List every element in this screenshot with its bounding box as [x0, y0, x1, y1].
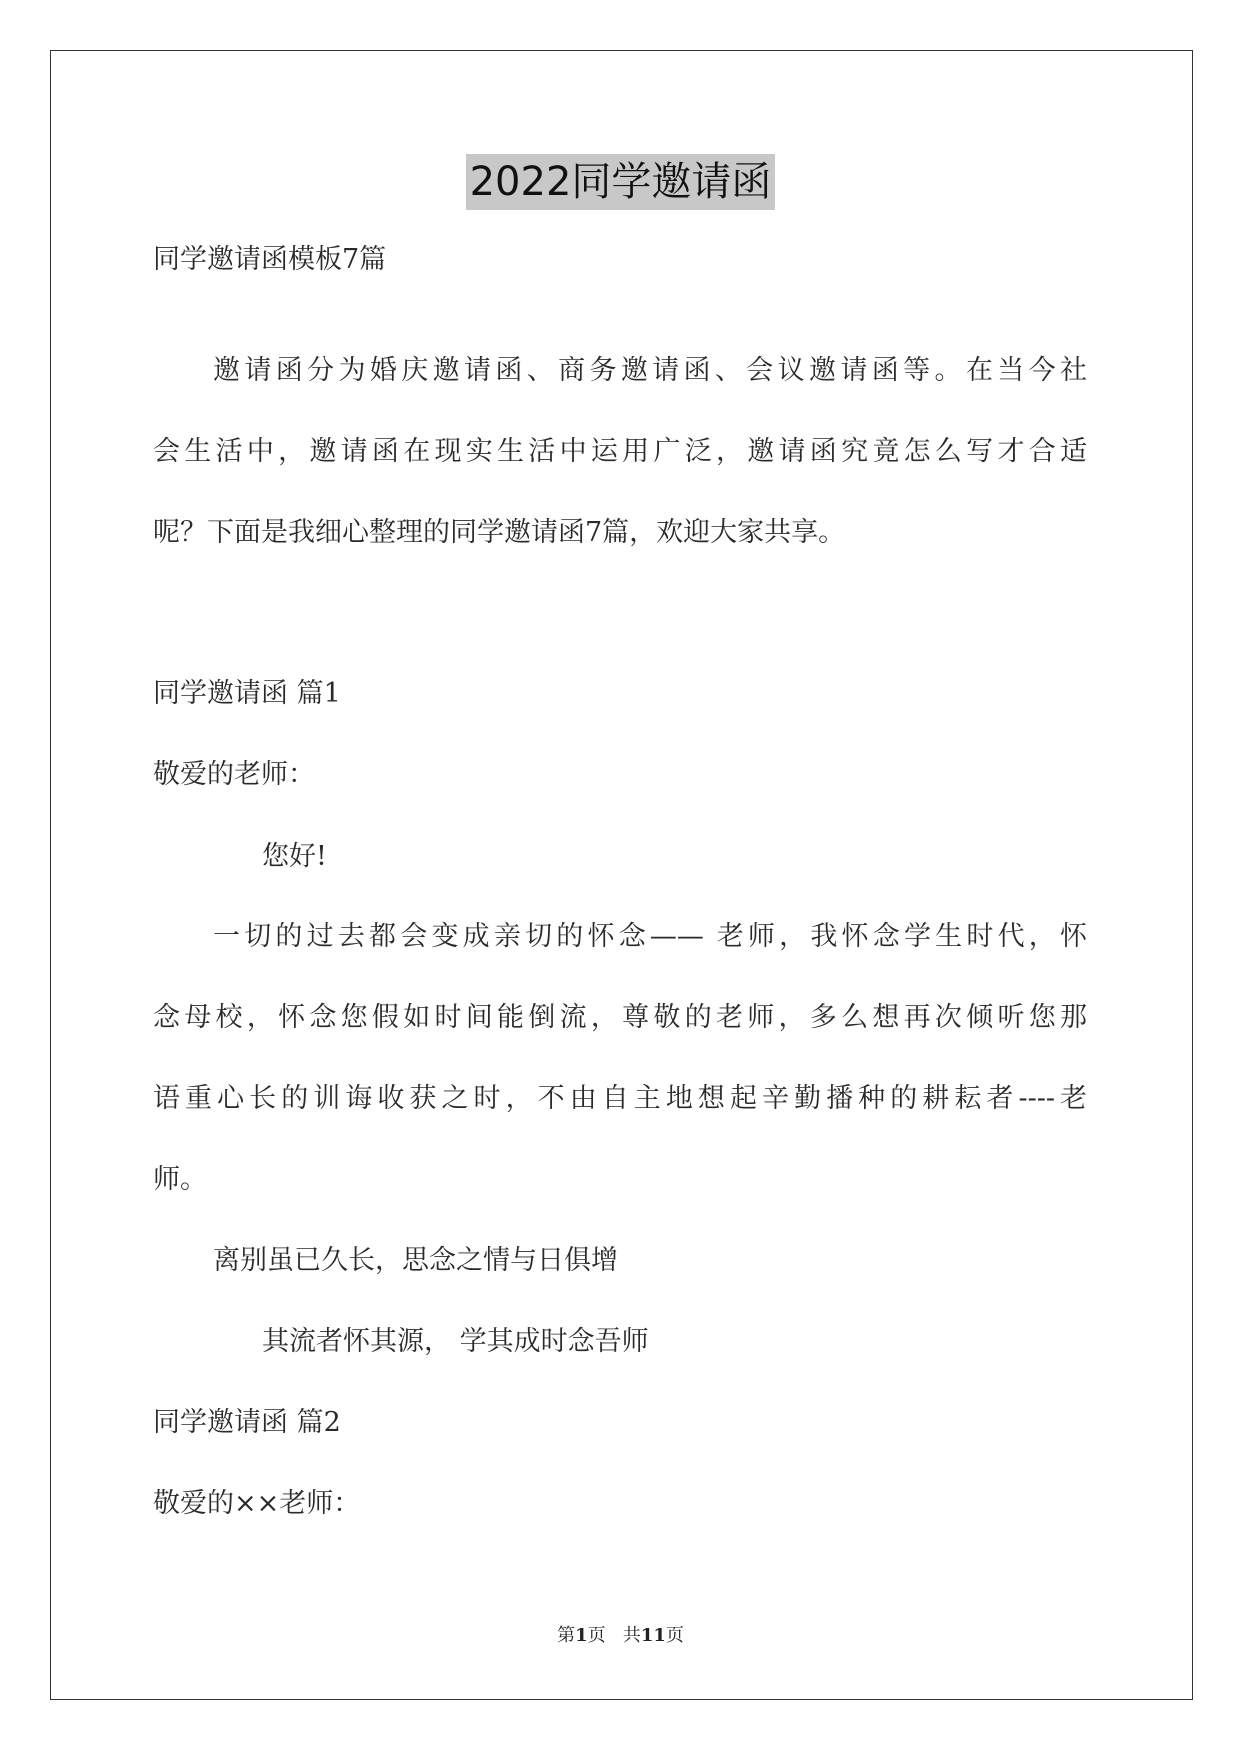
document-subtitle: 同学邀请函模板7篇 — [153, 244, 387, 275]
section2-heading: 同学邀请函 篇2 — [153, 1407, 341, 1438]
document-title: 2022同学邀请函 — [466, 154, 776, 210]
footer-page-number: 1 — [575, 1625, 588, 1646]
section1-heading: 同学邀请函 篇1 — [153, 678, 341, 709]
intro-line-2: 会生活中，邀请函在现实生活中运用广泛，邀请函究竟怎么写才合适 — [153, 436, 1087, 467]
footer-total-pages: 11 — [640, 1625, 666, 1646]
footer-page-prefix: 第 — [557, 1625, 576, 1646]
footer-total-suffix: 页 — [665, 1625, 684, 1646]
section1-body-line-4: 师。 — [153, 1164, 207, 1195]
page-border — [50, 50, 1193, 1700]
section1-salutation: 敬爱的老师： — [153, 759, 315, 790]
intro-line-1: 邀请函分为婚庆邀请函、商务邀请函、会议邀请函等。在当今社 — [213, 355, 1087, 386]
section1-body-line-1: 一切的过去都会变成亲切的怀念—— 老师，我怀念学生时代，怀 — [213, 921, 1087, 952]
section1-verse-2: 其流者怀其源， 学其成时念吾师 — [262, 1326, 649, 1357]
intro-line-3: 呢？下面是我细心整理的同学邀请函7篇，欢迎大家共享。 — [153, 517, 846, 548]
section1-verse-1: 离别虽已久长，思念之情与日俱增 — [213, 1245, 618, 1276]
section1-body-line-3: 语重心长的训诲收获之时，不由自主地想起辛勤播种的耕耘者----老 — [153, 1083, 1087, 1114]
footer-total-prefix: 共 — [622, 1625, 641, 1646]
title-container — [0, 154, 1241, 210]
footer-page-mid: 页 — [587, 1625, 606, 1646]
section2-salutation: 敬爱的××老师： — [153, 1488, 361, 1519]
section1-greeting: 您好! — [262, 841, 327, 872]
page-footer — [0, 1624, 1241, 1648]
section1-body-line-2: 念母校，怀念您假如时间能倒流，尊敬的老师，多么想再次倾听您那 — [153, 1002, 1087, 1033]
